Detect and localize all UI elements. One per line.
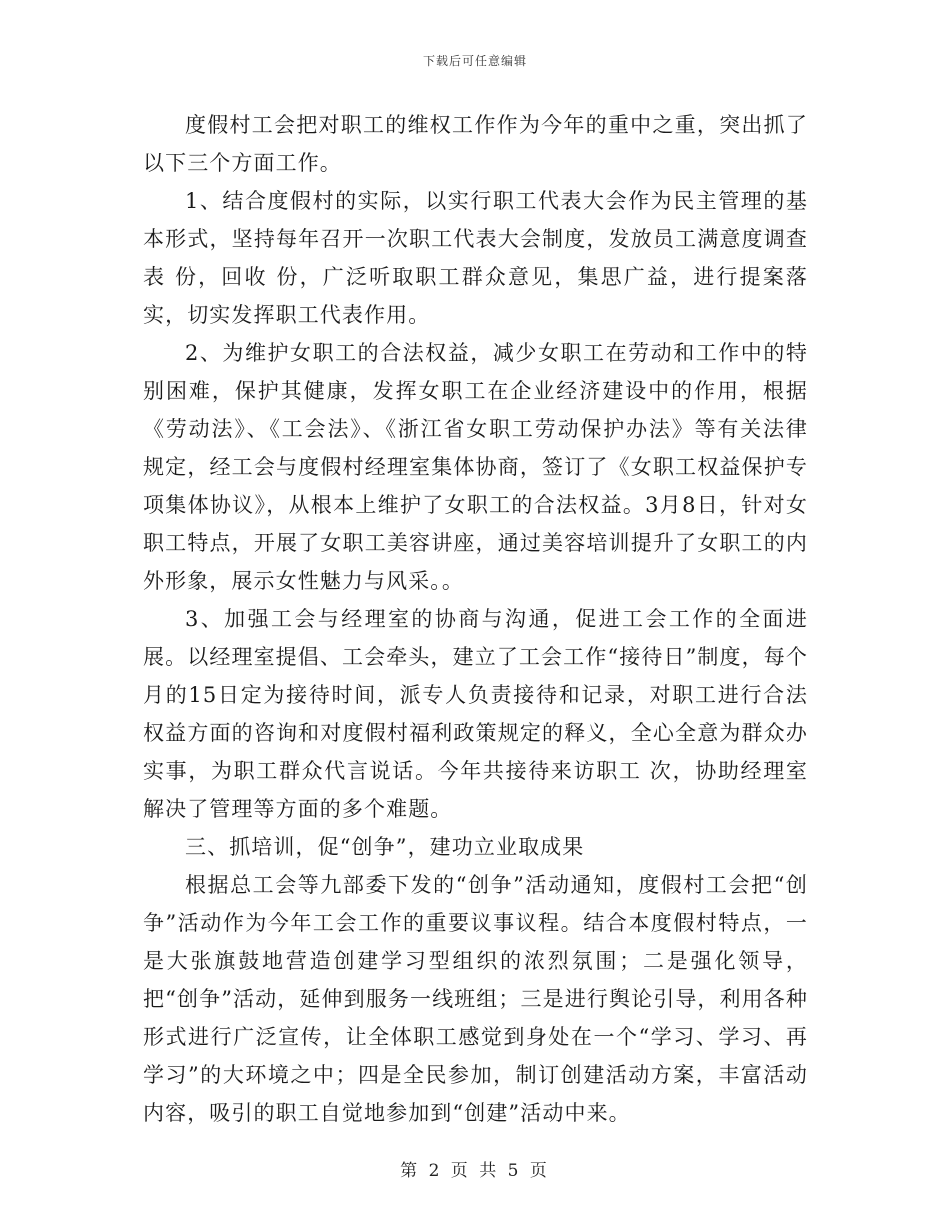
paragraph-item-2: 2、为维护女职工的合法权益，减少女职工在劳动和工作中的特别困难，保护其健康，发挥女职工在企业经济建设中的作用，根据《劳动法》、《工会法》、《浙江省女职工劳动保护办法》等有关法律规定，经工会与度假村经理室集体协商，签订了《女职工权益保护专项集体协议》，从根本上维护了女职工的合法权益。3月8日，针对女职工特点，开展了女职工美容讲座，通过美容培训提升了女职工的内外形象，展示女性魅力与风采。。 <box>143 341 808 593</box>
page-footer: 第 2 页 共 5 页 <box>400 1161 550 1181</box>
page-header: 下载后可任意编辑 <box>422 54 527 68</box>
paragraph-item-1: 1、结合度假村的实际，以实行职工代表大会作为民主管理的基本形式，坚持每年召开一次职工代表大会制度，发放员工满意度调查表 份，回收 份，广泛听取职工群众意见，集思广益，进行提案落实，切实发挥职工代表作用。 <box>143 189 808 327</box>
document-body <box>143 106 808 1132</box>
paragraph-item-3: 3、加强工会与经理室的协商与沟通，促进工会工作的全面进展。以经理室提倡、工会牵头，建立了工会工作“接待日”制度，每个月的15日定为接待时间，派专人负责接待和记录，对职工进行合法权益方面的咨询和对度假村福利政策规定的释义，全心全意为群众办实事，为职工群众代言说话。今年共接待来访职工 次，协助经理室解决了管理等方面的多个难题。 <box>143 607 808 821</box>
paragraph-section-3: 根据总工会等九部委下发的“创争”活动通知，度假村工会把“创争”活动作为今年工会工作的重要议事议程。结合本度假村特点，一是大张旗鼓地营造创建学习型组织的浓烈氛围；二是强化领导，把“创争”活动，延伸到服务一线班组；三是进行舆论引导，利用各种形式进行广泛宣传，让全体职工感觉到身处在一个“学习、学习、再学习”的大环境之中；四是全民参加，制订创建活动方案，丰富活动内容，吸引的职工自觉地参加到“创建”活动中来。 <box>143 873 808 1125</box>
section-heading: 三、抓培训，促“创争”，建功立业取成果 <box>185 835 585 859</box>
paragraph-intro: 度假村工会把对职工的维权工作作为今年的重中之重，突出抓了以下三个方面工作。 <box>143 113 808 175</box>
